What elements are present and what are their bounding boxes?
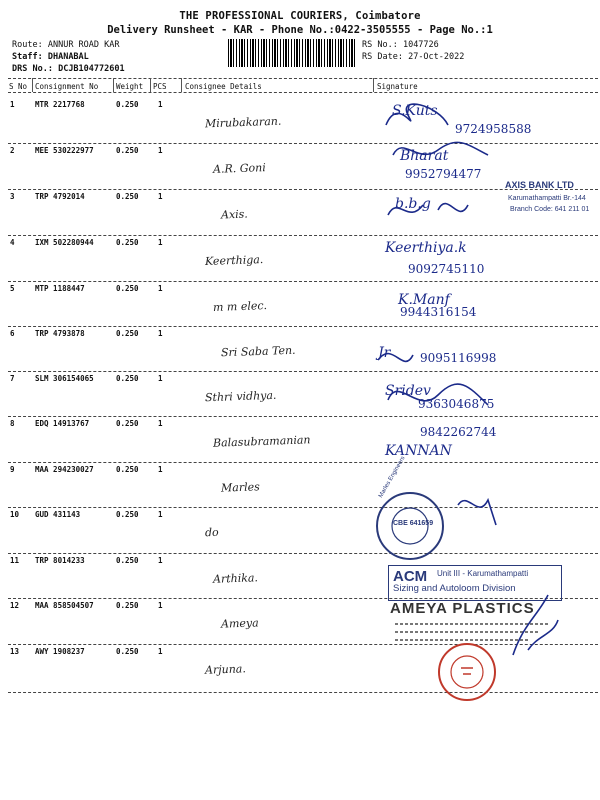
row-pcs: 1	[158, 329, 163, 338]
row-consignment-no: MEE 530222977	[35, 146, 94, 155]
row-signature: Keerthiya.k	[385, 240, 467, 256]
row-consignee-name: Sri Saba Ten.	[220, 343, 296, 360]
row-consignee-name: do	[204, 525, 219, 540]
row-sno: 7	[10, 374, 15, 383]
row-sno: 9	[10, 465, 15, 474]
row-pcs: 1	[158, 284, 163, 293]
row-consignee-name: A.R. Goni	[212, 161, 266, 176]
row-consignment-no: MAA 294230027	[35, 465, 94, 474]
ameya-plastics-stamp: AMEYA PLASTICS	[390, 600, 535, 617]
row-sno: 8	[10, 419, 15, 428]
row-consignment-no: MAA 858504507	[35, 601, 94, 610]
row-pcs: 1	[158, 601, 163, 610]
row-weight: 0.250	[116, 238, 139, 247]
row-signature: Bharat	[400, 148, 449, 164]
marles-seal-city: CBE 641659	[393, 520, 434, 527]
row-phone-number: 9952794477	[405, 167, 482, 181]
row-weight: 0.250	[116, 601, 139, 610]
row-pcs: 1	[158, 192, 163, 201]
signature-strokes	[378, 95, 598, 655]
row-pcs: 1	[158, 146, 163, 155]
row-weight: 0.250	[116, 419, 139, 428]
row-weight: 0.250	[116, 329, 139, 338]
header-top-rule	[8, 78, 598, 79]
row-consignee-name: m m elec.	[212, 299, 268, 314]
row-signature: K.Manf	[398, 292, 450, 308]
row-signature: S.Kuts	[392, 103, 438, 119]
row-weight: 0.250	[116, 647, 139, 656]
row-consignee-name: Arjuna.	[204, 662, 247, 677]
row-sno: 4	[10, 238, 15, 247]
row-consignment-no: TRP 4793878	[35, 329, 85, 338]
row-consignment-no: MTR 2217768	[35, 100, 85, 109]
row-sno: 11	[10, 556, 20, 565]
row-weight: 0.250	[116, 374, 139, 383]
col-pcs: PCS	[153, 82, 167, 91]
row-consignment-no: EDQ 14913767	[35, 419, 90, 428]
row-consignee-name: Axis.	[220, 207, 249, 222]
row-consignee-name: Marles	[220, 480, 260, 495]
row-pcs: 1	[158, 238, 163, 247]
acm-stamp: ACM Unit III - Karumathampatti Sizing and Autoloom Division	[388, 565, 562, 601]
row-weight: 0.250	[116, 556, 139, 565]
row-consignment-no: MTP 1188447	[35, 284, 85, 293]
document-title: THE PROFESSIONAL COURIERS, Coimbatore	[179, 10, 421, 22]
row-phone-number: 9944316154	[400, 305, 477, 319]
row-consignee-name: Sthri vidhya.	[204, 388, 277, 405]
header-bottom-rule	[8, 92, 598, 93]
row-weight: 0.250	[116, 192, 139, 201]
route-line: Route: ANNUR ROAD KAR	[12, 40, 120, 50]
row-weight: 0.250	[116, 146, 139, 155]
row-weight: 0.250	[116, 510, 139, 519]
row-sno: 3	[10, 192, 15, 201]
marles-seal-name: Marles Engineers	[378, 455, 407, 499]
row-consignment-no: SLM 306154065	[35, 374, 94, 383]
row-consignee-name: Keerthiga.	[204, 252, 264, 269]
row-signature: b.b.g	[395, 196, 431, 212]
row-sno: 6	[10, 329, 15, 338]
row-phone-number: 9363046875	[418, 397, 495, 411]
row-consignment-no: TRP 4792014	[35, 192, 85, 201]
col-sno: S No	[9, 82, 28, 91]
col-signature: Signature	[377, 82, 418, 91]
staff-line: Staff: DHANABAL	[12, 52, 89, 62]
row-consignee-name: Balasubramanian	[212, 433, 311, 450]
col-weight: Weight	[116, 82, 144, 91]
row-pcs: 1	[158, 374, 163, 383]
row-phone-number: 9095116998	[420, 351, 497, 365]
row-consignee-name: Mirubakaran.	[204, 114, 282, 131]
row-consignment-no: IXM 502280944	[35, 238, 94, 247]
document-subtitle: Delivery Runsheet - KAR - Phone No.:0422-3505555 - Page No.:1	[107, 24, 493, 36]
col-consignment: Consignment No	[35, 82, 99, 91]
row-consignee-name: Ameya	[220, 616, 259, 631]
row-sno: 5	[10, 284, 15, 293]
row-consignee-name: Arthika.	[212, 571, 259, 586]
row-weight: 0.250	[116, 100, 139, 109]
rs-date-line: RS Date: 27-Oct-2022	[362, 52, 465, 62]
row-sno: 13	[10, 647, 20, 656]
row-signature: Sridev	[385, 383, 431, 399]
row-consignment-no: AWY 1908237	[35, 647, 85, 656]
row-phone-number: 9842262744	[420, 425, 497, 439]
drs-line: DRS No.: DCJB104772601	[12, 64, 125, 74]
row-pcs: 1	[158, 647, 163, 656]
row-pcs: 1	[158, 100, 163, 109]
row-sno: 10	[10, 510, 20, 519]
row-divider	[8, 692, 598, 693]
row-sno: 2	[10, 146, 15, 155]
row-signature: KANNAN	[385, 443, 452, 459]
row-consignment-no: TRP 8014233	[35, 556, 85, 565]
barcode	[228, 39, 356, 67]
row-pcs: 1	[158, 510, 163, 519]
row-pcs: 1	[158, 419, 163, 428]
row-signature: Jr	[378, 345, 391, 361]
row-phone-number: 9724958588	[455, 122, 532, 136]
row-consignment-no: GUD 431143	[35, 510, 81, 519]
row-weight: 0.250	[116, 284, 139, 293]
row-weight: 0.250	[116, 465, 139, 474]
row-sno: 12	[10, 601, 20, 610]
row-sno: 1	[10, 100, 15, 109]
col-consignee: Consignee Details	[185, 82, 262, 91]
rs-number-line: RS No.: 1047726	[362, 40, 439, 50]
row-pcs: 1	[158, 556, 163, 565]
row-phone-number: 9092745110	[408, 262, 485, 276]
row-pcs: 1	[158, 465, 163, 474]
